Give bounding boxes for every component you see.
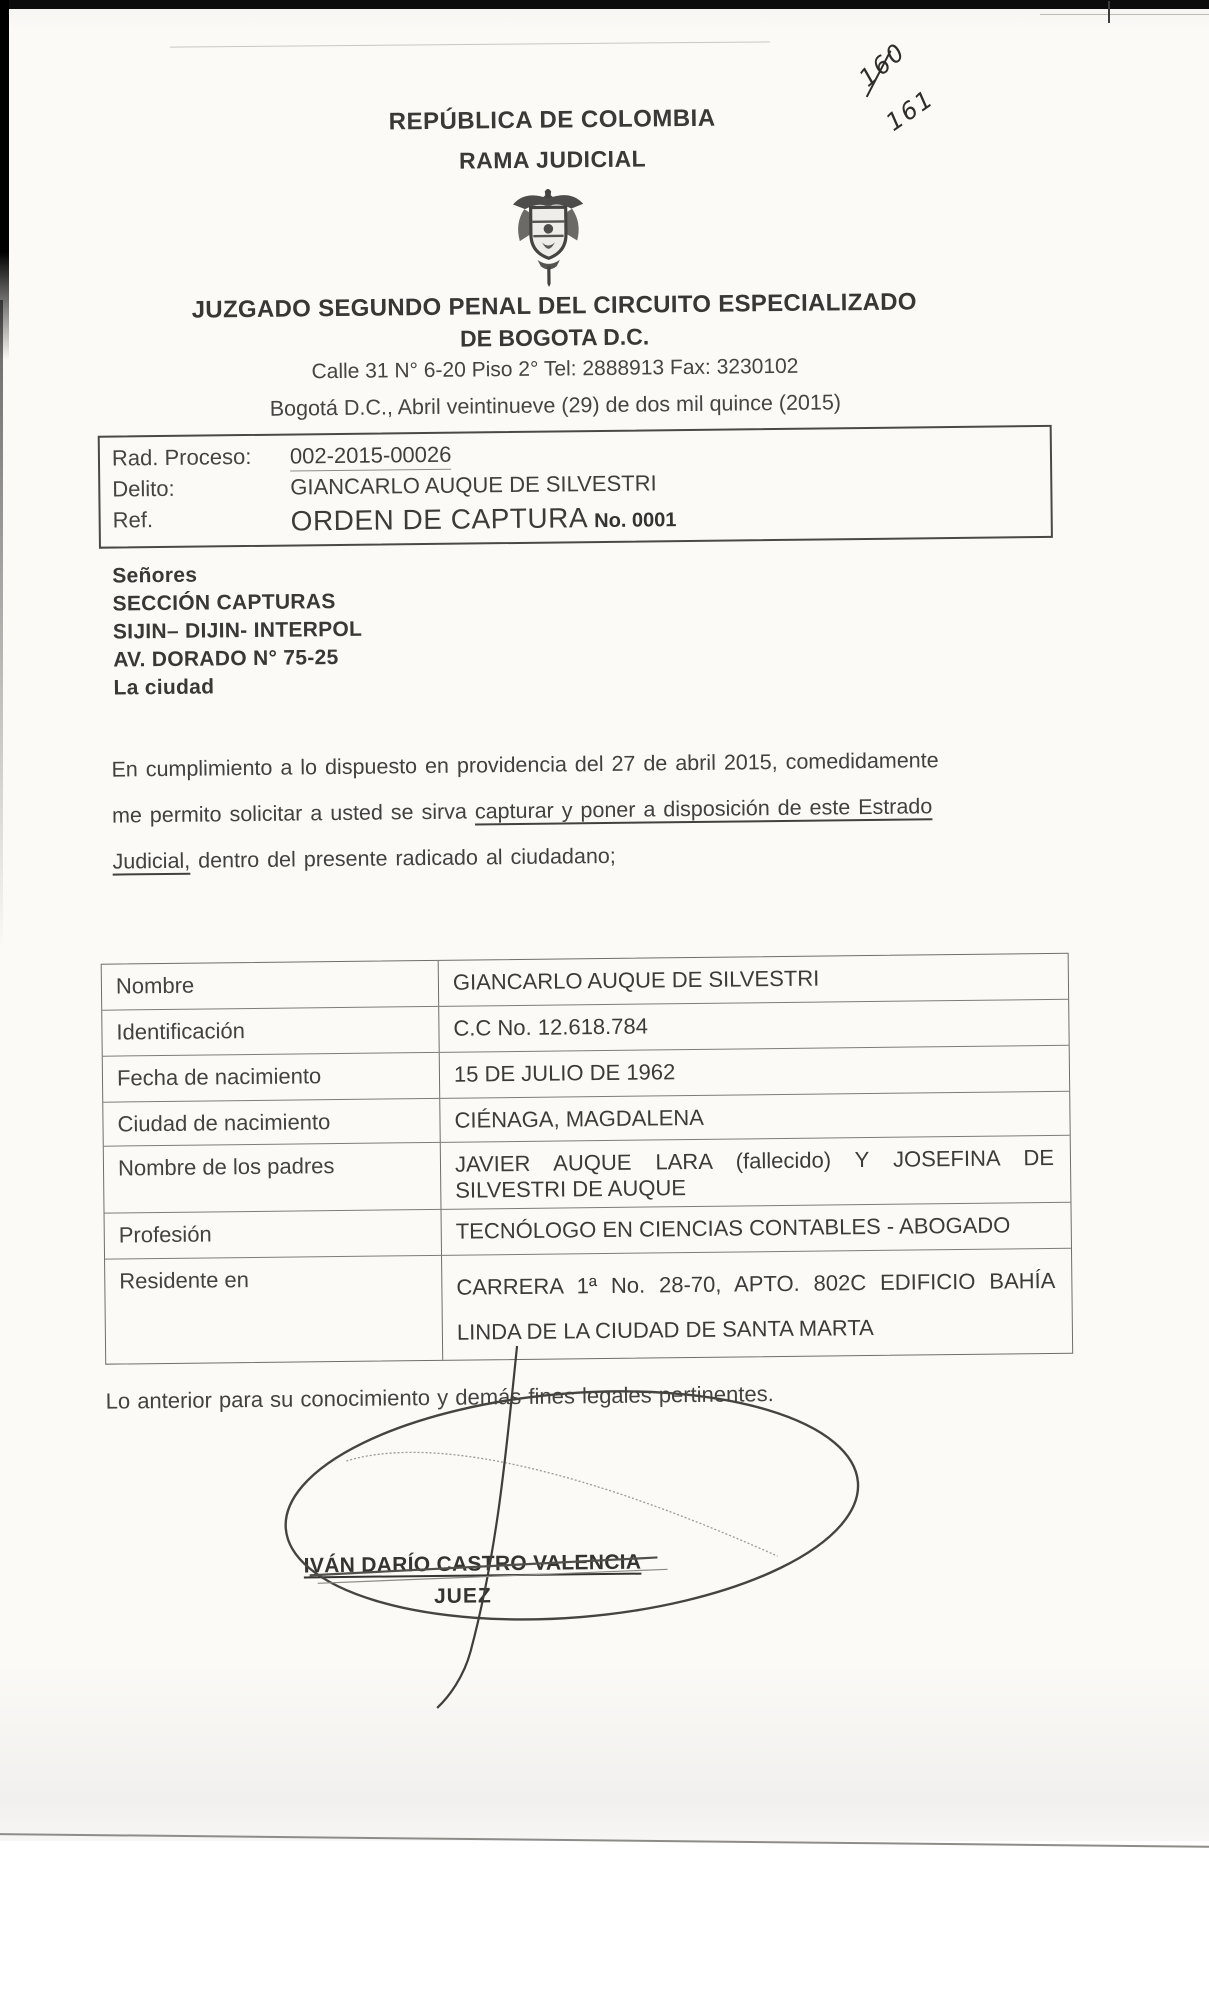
recipient-salutation: Señores <box>112 563 198 588</box>
table-label-ciudad-nacimiento: Ciudad de nacimiento <box>103 1099 440 1147</box>
court-address: Calle 31 N° 6-20 Piso 2° Tel: 2888913 Fax: 3230102 <box>311 354 799 384</box>
table-label-padres: Nombre de los padres <box>104 1143 442 1214</box>
table-label-identificacion: Identificación <box>102 1007 440 1057</box>
table-label-fecha-nacimiento: Fecha de nacimiento <box>103 1053 441 1103</box>
delito-value: GIANCARLO AUQUE DE SILVESTRI <box>290 470 657 500</box>
recipient-agencies: SIJIN– DIJIN- INTERPOL <box>112 617 363 644</box>
body-line-3: Judicial, dentro del presente radicado al ciudadano; <box>112 843 616 874</box>
radicado-value: 002-2015-00026 <box>290 442 452 472</box>
body-paragraph <box>111 747 1071 874</box>
dateline: Bogotá D.C., Abril veintinueve (29) de dos mil quince (2015) <box>269 390 842 421</box>
subject-info-table <box>101 953 1073 1365</box>
republic-title: REPÚBLICA DE COLOMBIA <box>388 104 716 136</box>
court-name: JUZGADO SEGUNDO PENAL DEL CIRCUITO ESPECIALIZADO <box>191 288 917 324</box>
handwritten-folio-crossed: 160 <box>853 37 912 93</box>
underlined-judicial-text: Judicial, <box>112 848 191 874</box>
ref-title: ORDEN DE CAPTURA <box>290 502 589 537</box>
closing-line: Lo anterior para su conocimiento y demás fines legales pertinentes. <box>105 1381 774 1414</box>
table-value-profesion: TECNÓLOGO EN CIENCIAS CONTABLES - ABOGADO <box>442 1203 1071 1256</box>
scan-edge-top <box>0 0 1209 9</box>
colombia-coat-of-arms-icon <box>508 186 589 289</box>
table-value-identificacion: C.C No. 12.618.784 <box>439 1000 1068 1053</box>
table-value-residencia: CARRERA 1ª No. 28-70, APTO. 802C EDIFICIO BAHÍA LINDA DE LA CIUDAD DE SANTA MARTA <box>456 1267 1056 1345</box>
judge-title: JUEZ <box>433 1584 492 1608</box>
recipient-city: La ciudad <box>113 675 215 700</box>
recipient-section: SECCIÓN CAPTURAS <box>112 590 336 616</box>
underlined-capture-order-text: capturar y poner a disposición de este Estrado <box>474 794 933 824</box>
scan-tick-mark <box>1108 1 1110 23</box>
paper-torn-line-right <box>1040 14 1209 15</box>
table-value-ciudad-nacimiento: CIÉNAGA, MAGDALENA <box>440 1092 1069 1143</box>
court-city: DE BOGOTA D.C. <box>459 323 650 352</box>
handwritten-folio: 161 <box>880 84 940 137</box>
recipient-block <box>112 560 363 703</box>
radicado-label: Rad. Proceso: <box>111 443 252 471</box>
scan-edge-left-fade <box>0 300 3 950</box>
case-reference-box <box>98 425 1053 549</box>
table-label-profesion: Profesión <box>105 1210 443 1260</box>
judge-name: IVÁN DARÍO CASTRO VALENCIA <box>303 1550 642 1578</box>
ref-label: Ref. <box>112 507 154 533</box>
delito-label: Delito: <box>112 475 175 502</box>
table-value-nombre: GIANCARLO AUQUE DE SILVESTRI <box>439 954 1068 1007</box>
body-line-1: En cumplimiento a lo dispuesto en providencia del 27 de abril 2015, comedidamente <box>111 748 939 782</box>
table-value-padres: JAVIER AUQUE LARA (fallecido) Y JOSEFINA DE SILVESTRI DE AUQUE <box>441 1136 1071 1210</box>
table-label-nombre: Nombre <box>102 961 440 1011</box>
judicial-branch-title: RAMA JUDICIAL <box>458 145 647 174</box>
table-value-fecha-nacimiento: 15 DE JULIO DE 1962 <box>440 1046 1069 1099</box>
ref-number: No. 0001 <box>594 509 677 533</box>
pen-signature-scribble <box>255 1326 939 1734</box>
recipient-address: AV. DORADO N° 75-25 <box>113 645 339 672</box>
table-label-residencia: Residente en <box>105 1256 443 1364</box>
body-line-2: me permito solicitar a usted se sirva capturar y poner a disposición de este Estrado <box>111 794 933 828</box>
